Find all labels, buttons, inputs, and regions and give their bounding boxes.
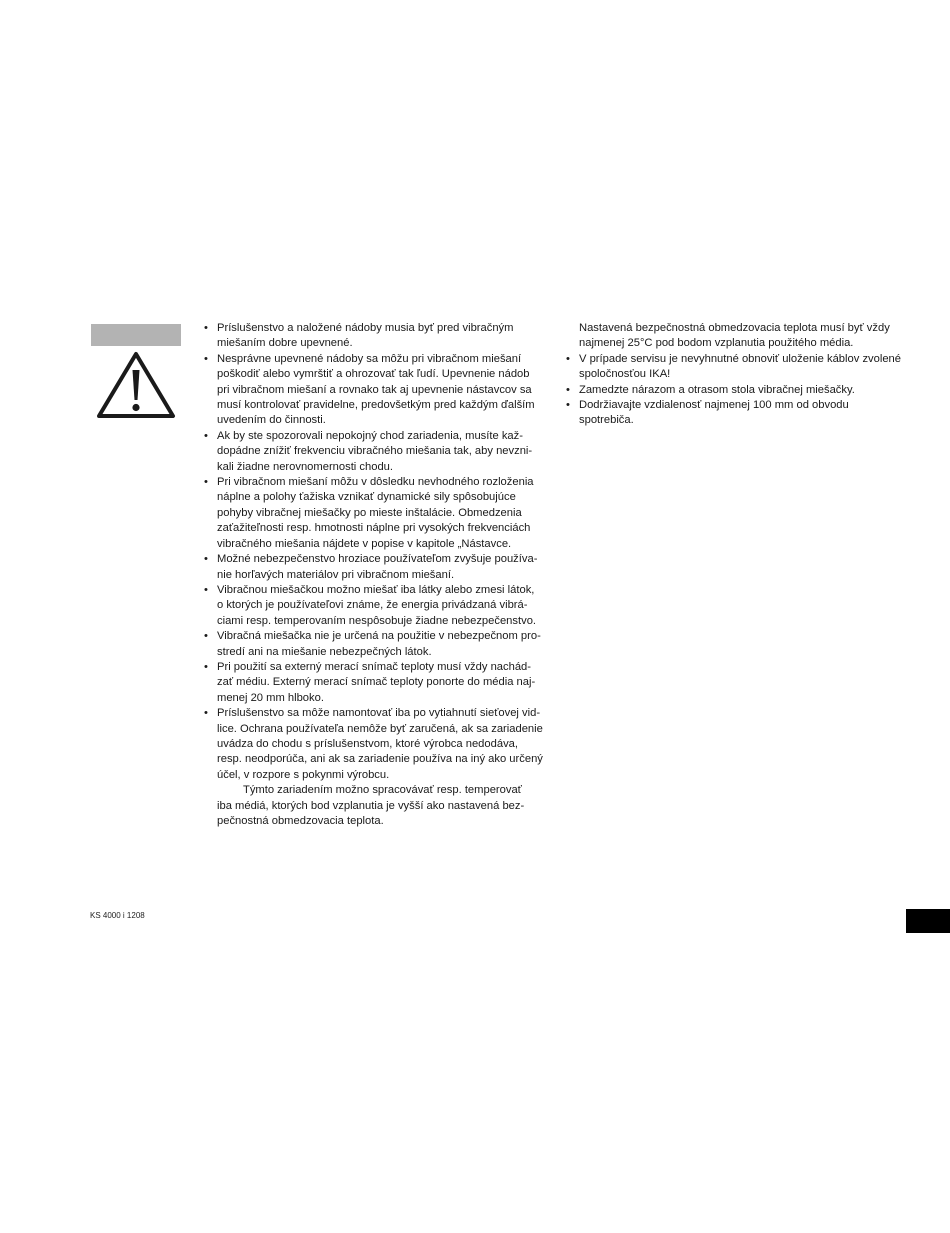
bullet-item <box>204 660 549 706</box>
bullet-text-line: musí kontrolovať pravidelne, predovšetkým pred každým ďalším <box>217 399 535 412</box>
bullet-item <box>204 629 549 660</box>
bullet-text-line: nie horľavých materiálov pri vibračnom miešaní. <box>217 568 455 581</box>
bullet-text-line: poškodiť alebo vymrštiť a ohrozovať tak ľudí. Upevnenie nádob <box>217 368 530 381</box>
bullet-item <box>204 429 549 475</box>
bullet-text-line: uvedením do činnosti. <box>217 414 326 427</box>
bullet-text-line: Príslušenstvo a naložené nádoby musia byť pred vibračným <box>217 322 514 334</box>
right-continuation <box>566 321 911 352</box>
bullet-item <box>566 352 911 383</box>
bullet-text-line: vibračného miešania nájdete v popise v kapitole „Nástavce. <box>217 537 512 550</box>
bullet-dot: • <box>566 399 570 412</box>
bullet-text-line: Pri vibračnom miešaní môžu v dôsledku nevhodného rozloženia <box>217 476 534 489</box>
bullet-dot: • <box>566 352 570 365</box>
bullet-item <box>204 552 549 583</box>
bullet-text-line: V prípade servisu je nevyhnutné obnoviť uloženie káblov zvolené <box>579 352 902 365</box>
section-header-bar <box>91 324 181 346</box>
bullet-text-line: účel, v rozpore s pokynmi výrobcu. <box>217 768 390 781</box>
bullet-dot: • <box>566 383 570 396</box>
bullet-text-line: zaťažiteľnosti resp. hmotnosti náplne pri vysokých frekvenciách <box>217 522 531 535</box>
bullet-dot: • <box>204 583 208 596</box>
bullet-text-line: kali žiadne nerovnomernosti chodu. <box>217 460 393 473</box>
bullet-dot: • <box>204 660 208 673</box>
bullet-text-line: lice. Ochrana používateľa nemôže byť zaručená, ak sa zariadenie <box>217 722 543 735</box>
bullet-text-line: o ktorých je používateľovi známe, že energia privádzaná vibrá- <box>217 599 528 612</box>
bullet-item <box>566 383 911 398</box>
bullet-text-line: Pri použití sa externý merací snímač teploty musí vždy nachád- <box>217 660 531 673</box>
bullet-text-line: pri vibračnom miešaní a rovnako tak aj upevnenie nástavcov sa <box>217 383 532 396</box>
bullet-text-line: zať médiu. Externý merací snímač teploty ponorte do média naj- <box>217 676 536 689</box>
bullet-item <box>204 475 549 552</box>
bullet-dot: • <box>204 322 208 334</box>
bullet-text-line: uvádza do chodu s príslušenstvom, ktoré výrobca nedodáva, <box>217 737 518 750</box>
bullet-dot: • <box>204 476 208 489</box>
bullet-dot: • <box>204 553 208 566</box>
left-bullet-list <box>204 321 549 783</box>
paragraph-line: Nastavená bezpečnostná obmedzovacia teplota musí byť vždy <box>579 322 890 334</box>
left-column <box>204 321 549 829</box>
left-continuation <box>204 783 549 829</box>
paragraph-line: pečnostná obmedzovacia teplota. <box>217 815 384 827</box>
bullet-text-line: menej 20 mm hlboko. <box>217 691 324 704</box>
bullet-text-line: resp. neodporúča, ani ak sa zariadenie používa na iný ako určený <box>217 753 543 766</box>
footer-model-code: KS 4000 i 1208 <box>90 911 145 920</box>
bullet-text-line: Vibračnou miešačkou možno miešať iba látky alebo zmesi látok, <box>217 583 535 596</box>
paragraph-line: najmenej 25°C pod bodom vzplanutia použitého média. <box>579 337 854 350</box>
bullet-text-line: spotrebiča. <box>579 414 634 427</box>
bullet-dot: • <box>204 707 208 720</box>
page-tab-marker <box>906 909 950 933</box>
right-column <box>566 321 911 429</box>
bullet-text-line: Nesprávne upevnené nádoby sa môžu pri vibračnom miešaní <box>217 352 522 365</box>
bullet-text-line: ciami resp. temperovaním nespôsobuje žiadne nebezpečenstvo. <box>217 614 537 627</box>
right-bullet-list <box>566 352 911 429</box>
bullet-text-line: náplne a polohy ťažiska vznikať dynamické sily spôsobujúce <box>217 491 516 504</box>
bullet-item <box>204 706 549 783</box>
bullet-text-line: stredí ani na miešanie nebezpečných látok. <box>217 645 432 658</box>
bullet-item <box>204 321 549 352</box>
paragraph-line: iba médiá, ktorých bod vzplanutia je vyšší ako nastavená bez- <box>217 799 525 812</box>
bullet-text-line: Príslušenstvo sa môže namontovať iba po vytiahnutí sieťovej vid- <box>217 707 541 720</box>
bullet-text-line: miešaním dobre upevnené. <box>217 337 353 350</box>
warning-triangle-icon <box>96 350 176 420</box>
bullet-text-line: Možné nebezpečenstvo hroziace používateľom zvyšuje používa- <box>217 553 538 566</box>
bullet-text-line: Ak by ste spozorovali nepokojný chod zariadenia, musíte kaž- <box>217 429 523 442</box>
bullet-text-line: Dodržiavajte vzdialenosť najmenej 100 mm od obvodu <box>579 399 849 412</box>
bullet-text-line: Vibračná miešačka nie je určená na použitie v nebezpečnom pro- <box>217 630 541 643</box>
bullet-item <box>204 583 549 629</box>
bullet-text-line: Zamedzte nárazom a otrasom stola vibračnej miešačky. <box>579 383 855 396</box>
bullet-item <box>566 398 911 429</box>
bullet-dot: • <box>204 352 208 365</box>
bullet-item <box>204 352 549 429</box>
bullet-text-line: pohyby vibračnej miešačky po mieste inštalácie. Obmedzenia <box>217 506 522 519</box>
bullet-dot: • <box>204 630 208 643</box>
bullet-dot: • <box>204 429 208 442</box>
bullet-text-line: spoločnosťou IKA! <box>579 368 671 381</box>
paragraph-line: Týmto zariadením možno spracovávať resp. temperovať <box>243 784 522 797</box>
bullet-text-line: dopádne znížiť frekvenciu vibračného miešania tak, aby nevzni- <box>217 445 533 458</box>
